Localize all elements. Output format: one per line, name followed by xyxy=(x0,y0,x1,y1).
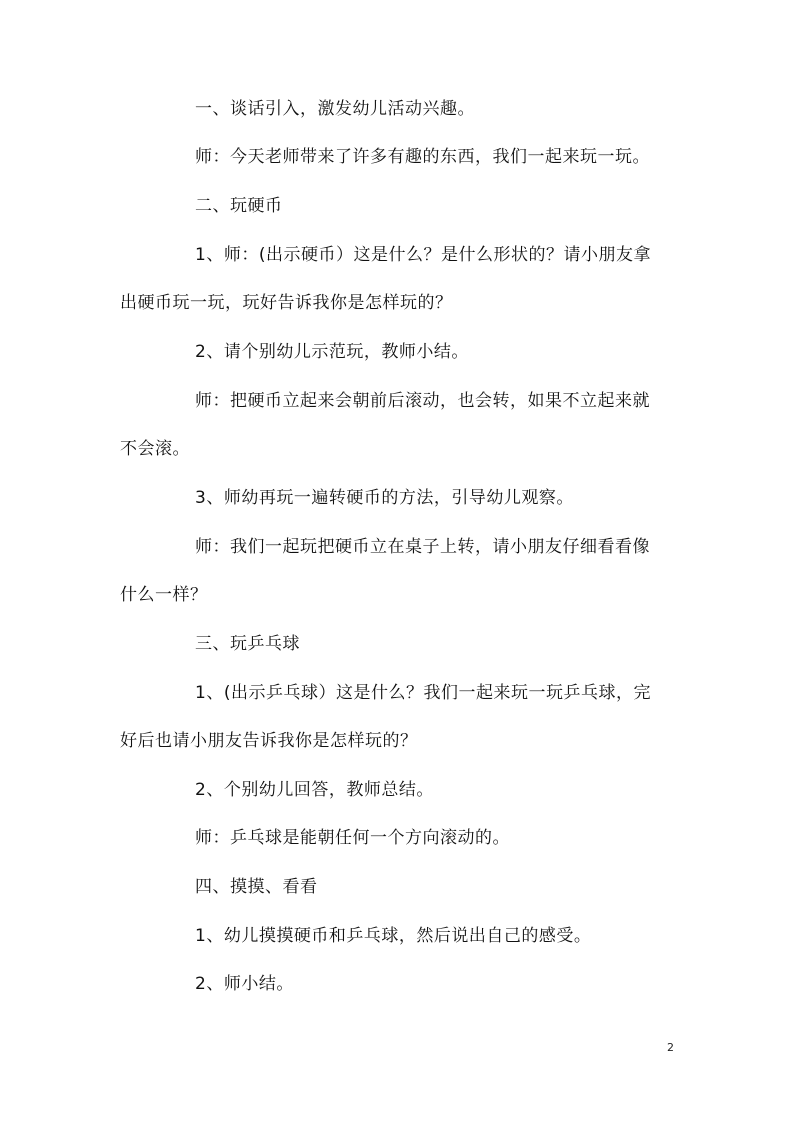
coin-step-3: 3、师幼再玩一遍转硬币的方法，引导幼儿观察。 xyxy=(195,488,574,508)
teacher-ping-pong-summary: 师：乒乓球是能朝任何一个方向滚动的。 xyxy=(195,828,510,848)
ping-pong-step-1-continued: 好后也请小朋友告诉我你是怎样玩的？ xyxy=(120,731,418,751)
ping-pong-step-2: 2、个别幼儿回答，教师总结。 xyxy=(195,780,434,800)
teacher-coin-spin: 师：我们一起玩把硬币立在桌子上转，请小朋友仔细看看像 xyxy=(195,537,650,557)
teacher-coin-summary: 师：把硬币立起来会朝前后滚动，也会转，如果不立起来就 xyxy=(195,391,650,411)
teacher-coin-spin-continued: 什么一样？ xyxy=(120,585,208,605)
coin-step-1-continued: 出硬币玩一玩，玩好告诉我你是怎样玩的？ xyxy=(120,293,453,313)
section-heading-introduction: 一、谈话引入，激发幼儿活动兴趣。 xyxy=(195,99,475,119)
section-heading-touch-and-look: 四、摸摸、看看 xyxy=(195,877,318,897)
teacher-dialogue: 师：今天老师带来了许多有趣的东西，我们一起来玩一玩。 xyxy=(195,147,650,167)
coin-step-2: 2、请个别幼儿示范玩，教师小结。 xyxy=(195,342,469,362)
section-heading-ping-pong: 三、玩乒乓球 xyxy=(195,634,300,654)
section-heading-coins: 二、玩硬币 xyxy=(195,196,283,216)
touch-step-1: 1、幼儿摸摸硬币和乒乓球，然后说出自己的感受。 xyxy=(195,926,592,946)
coin-step-1: 1、师：(出示硬币）这是什么？是什么形状的？请小朋友拿 xyxy=(195,245,651,265)
page-number: 2 xyxy=(667,1041,674,1054)
ping-pong-step-1: 1、(出示乒乓球）这是什么？我们一起来玩一玩乒乓球，完 xyxy=(195,683,651,703)
touch-step-2: 2、师小结。 xyxy=(195,974,294,994)
teacher-coin-summary-continued: 不会滚。 xyxy=(120,439,190,459)
